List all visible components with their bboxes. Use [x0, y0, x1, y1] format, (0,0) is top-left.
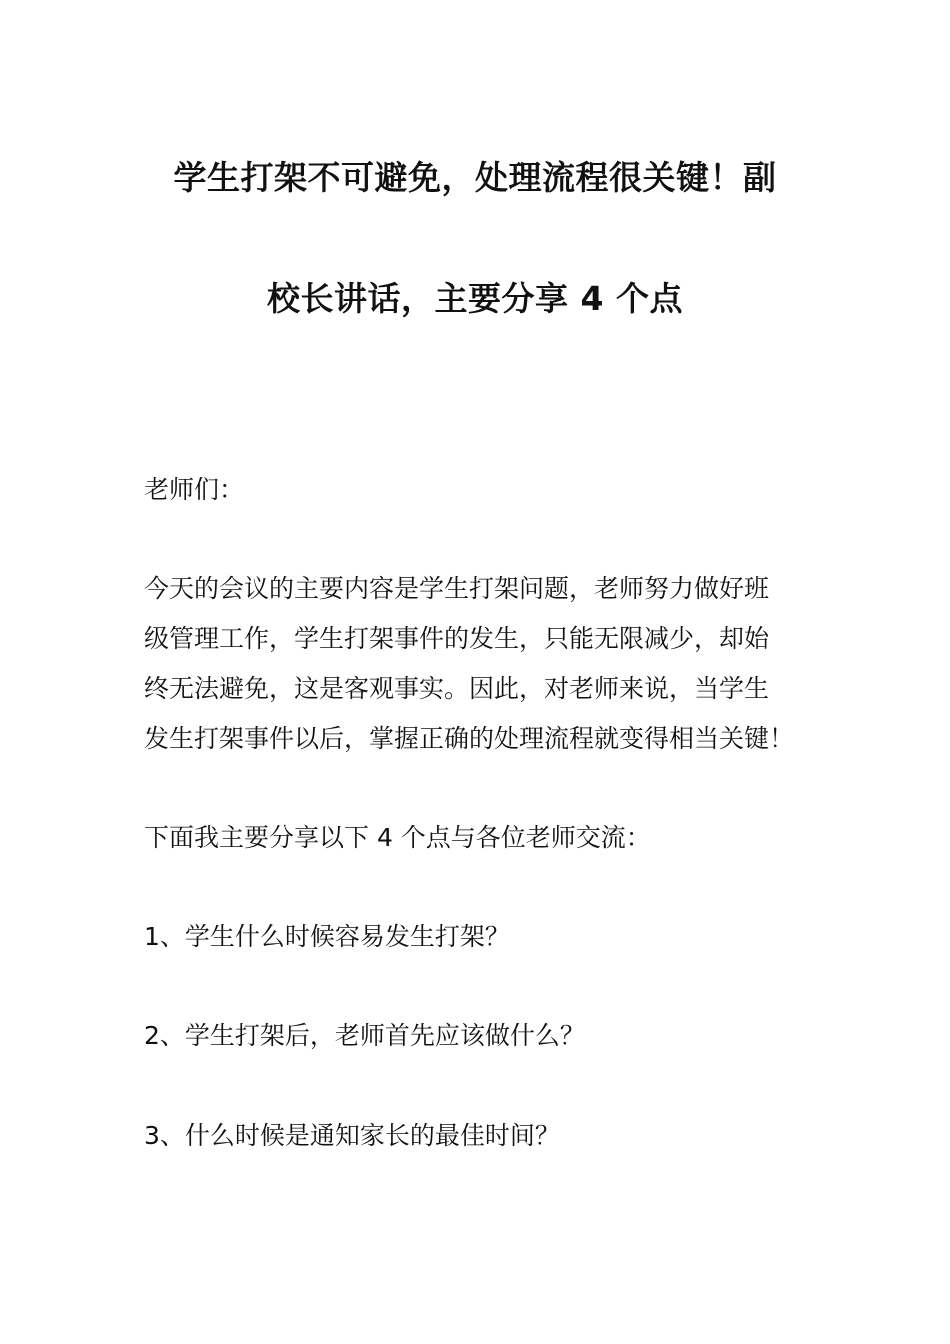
list-item: 1、学生什么时候容易发生打架？: [144, 922, 510, 951]
list-item: 3、什么时候是通知家长的最佳时间？: [144, 1121, 560, 1150]
document-title-line-1: 学生打架不可避免，处理流程很关键！副: [173, 158, 777, 197]
body-line: 级管理工作，学生打架事件的发生，只能无限减少，却始: [144, 624, 770, 653]
intro-paragraph: 下面我主要分享以下 4 个点与各位老师交流：: [144, 823, 651, 852]
greeting: 老师们：: [144, 475, 245, 504]
body-line: 终无法避免，这是客观事实。因此，对老师来说，当学生: [144, 674, 770, 703]
list-item: 2、学生打架后，老师首先应该做什么？: [144, 1021, 585, 1050]
body-paragraph: [144, 564, 814, 764]
body-line: 发生打架事件以后，掌握正确的处理流程就变得相当关键！: [144, 724, 795, 753]
document-title-line-2: 校长讲话，主要分享 4 个点: [267, 279, 683, 318]
body-line: 今天的会议的主要内容是学生打架问题，老师努力做好班: [144, 574, 770, 603]
